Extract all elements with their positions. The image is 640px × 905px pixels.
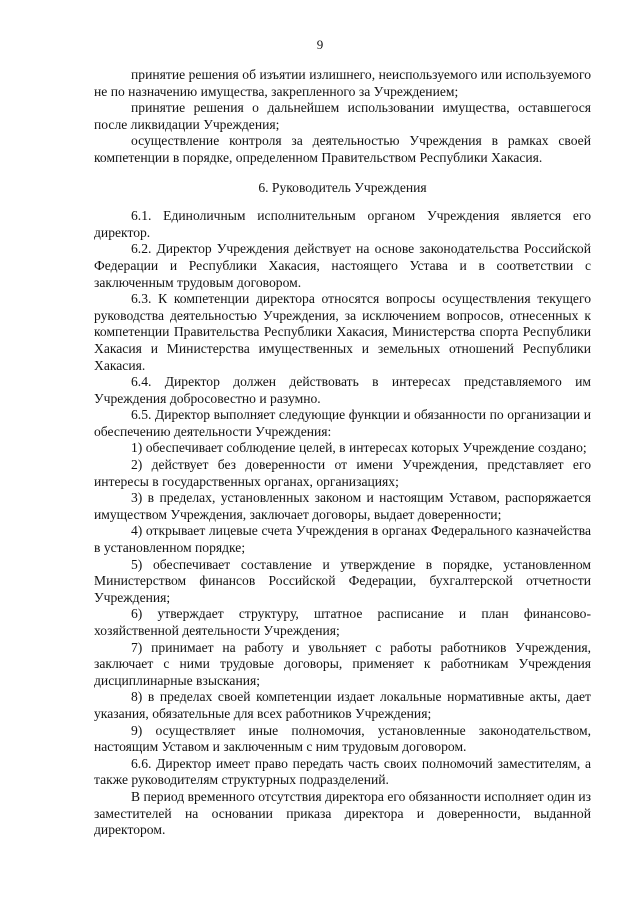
paragraph-6-5: 6.5. Директор выполняет следующие функции и обязанности по организации и обеспечению деятельности Учреждения: <box>94 407 591 439</box>
list-item-4: 4) открывает лицевые счета Учреждения в органах Федерального казначейства в установленном порядке; <box>94 523 591 556</box>
list-item-7: 7) принимает на работу и увольняет с работы работников Учреждения, заключает с ними трудовые договоры, применяет к работникам Учреждения дисциплинарные взыскания; <box>94 639 591 688</box>
paragraph-6-2: 6.2. Директор Учреждения действует на основе законодательства Российской Федерации и Республики Хакасия, настоящего Устава и в соответствии с заключенным трудовым договором. <box>94 241 591 290</box>
paragraph-6-4: 6.4. Директор должен действовать в интересах представляемого им Учреждения добросовестно и разумно. <box>94 374 591 406</box>
paragraph-intro-1: принятие решения об изъятии излишнего, неиспользуемого или используемого не по назначению имущества, закрепленного за Учреждением; <box>94 67 591 99</box>
paragraph-intro-3: осуществление контроля за деятельностью Учреждения в рамках своей компетенции в порядке, определенном Правительством Республики Хакасия. <box>94 133 591 165</box>
list-item-2: 2) действует без доверенности от имени Учреждения, представляет его интересы в государственных органах, организациях; <box>94 457 591 489</box>
list-item-6: 6) утверждает структуру, штатное расписание и план финансово-хозяйственной деятельности Учреждения; <box>94 606 591 638</box>
list-item-3: 3) в пределах, установленных законом и настоящим Уставом, распоряжается имуществом Учреждения, заключает договоры, выдает доверенности; <box>94 490 591 522</box>
paragraph-intro-2: принятие решения о дальнейшем использовании имущества, оставшегося после ликвидации Учреждения; <box>94 100 591 132</box>
list-item-8: 8) в пределах своей компетенции издает локальные нормативные акты, дает указания, обязательные для всех работников Учреждения; <box>94 689 591 721</box>
paragraph-6-6: 6.6. Директор имеет право передать часть своих полномочий заместителям, а также руководителям структурных подразделений. <box>94 755 591 788</box>
page-number: 9 <box>316 37 324 52</box>
paragraph-6-3: 6.3. К компетенции директора относятся вопросы осуществления текущего руководства деятельностью Учреждения, за исключением вопросов, отнесенных к компетенции Правительства Республики Хакасия, Министерства спорта Республики Хакасия и Министерства имущественных и земельных отношений Республики Хакасия. <box>94 291 591 373</box>
list-item-1: 1) обеспечивает соблюдение целей, в интересах которых Учреждение создано; <box>131 440 587 456</box>
list-item-9: 9) осуществляет иные полномочия, установленные законодательством, настоящим Уставом и заключенным с ним трудовым договором. <box>94 722 591 755</box>
document-body <box>94 67 591 839</box>
paragraph-6-1: 6.1. Единоличным исполнительным органом Учреждения является его директор. <box>94 208 591 240</box>
paragraph-temporary-absence: В период временного отсутствия директора его обязанности исполняет один из заместителей на основании приказа директора и доверенности, выданной директором. <box>94 788 591 838</box>
section-heading: 6. Руководитель Учреждения <box>258 179 427 195</box>
list-item-5: 5) обеспечивает составление и утверждение в порядке, установленном Министерством финансов Российской Федерации, бухгалтерской отчетности Учреждения; <box>94 556 591 605</box>
